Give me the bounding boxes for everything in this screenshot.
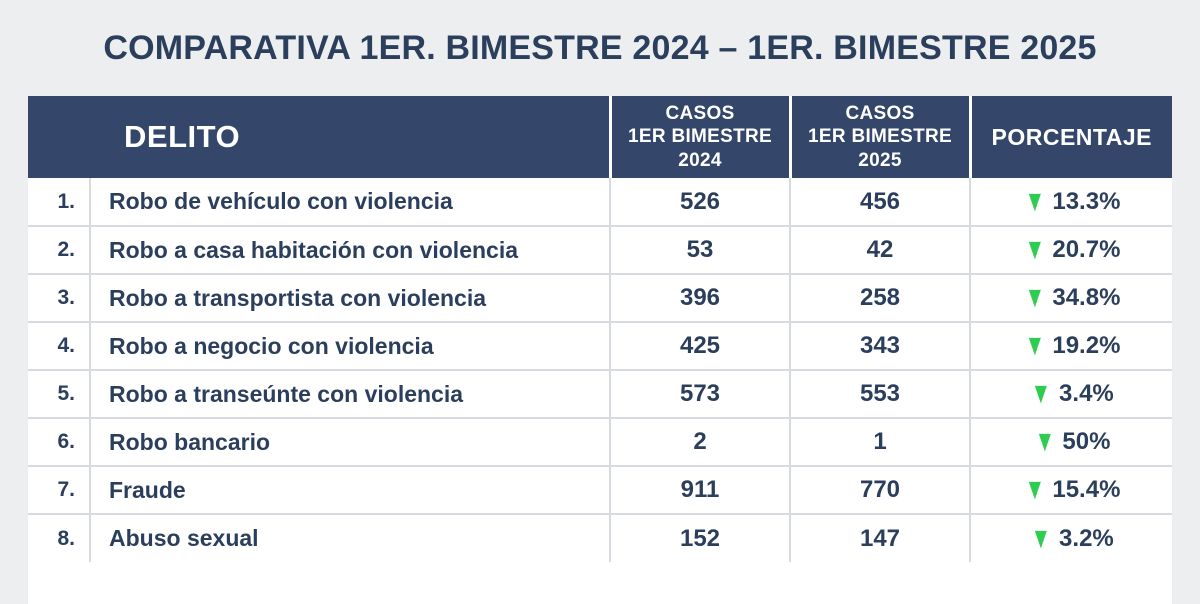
row-porcentaje-value: 19.2%	[1052, 332, 1121, 359]
down-arrow-icon: ▼	[1024, 328, 1045, 363]
row-casos-2025: 343	[790, 322, 970, 370]
row-delito: Robo bancario	[90, 418, 610, 466]
row-index: 8.	[28, 514, 90, 562]
row-porcentaje	[970, 226, 1172, 274]
row-casos-2024: 911	[610, 466, 790, 514]
row-porcentaje	[970, 322, 1172, 370]
column-header-casos-2024	[610, 96, 790, 178]
row-porcentaje-value: 15.4%	[1052, 476, 1121, 503]
down-arrow-icon: ▼	[1031, 521, 1052, 555]
row-casos-2025: 258	[790, 274, 970, 322]
row-casos-2024: 53	[610, 226, 790, 274]
row-casos-2024: 152	[610, 514, 790, 562]
down-arrow-icon: ▼	[1024, 280, 1045, 315]
column-header-delito: DELITO	[28, 96, 610, 178]
table-row	[28, 466, 1172, 514]
row-delito: Robo a transeúnte con violencia	[90, 370, 610, 418]
down-arrow-icon: ▼	[1031, 376, 1052, 411]
title-bar	[0, 0, 1200, 96]
casos-2024-line1: CASOS	[665, 102, 735, 124]
row-casos-2025: 1	[790, 418, 970, 466]
row-casos-2024: 526	[610, 178, 790, 226]
header-row	[28, 96, 1172, 178]
row-delito: Fraude	[90, 466, 610, 514]
table-row	[28, 514, 1172, 562]
row-delito: Robo a transportista con violencia	[90, 274, 610, 322]
row-index: 5.	[28, 370, 90, 418]
row-porcentaje-value: 50%	[1062, 428, 1111, 455]
row-porcentaje-value: 13.3%	[1052, 187, 1121, 215]
comparison-table-wrapper	[28, 96, 1172, 604]
row-casos-2024: 2	[610, 418, 790, 466]
casos-2024-line3: 2024	[678, 149, 722, 171]
column-header-casos-2025	[790, 96, 970, 178]
row-casos-2025: 456	[790, 178, 970, 226]
row-porcentaje	[970, 466, 1172, 514]
row-casos-2024: 396	[610, 274, 790, 322]
row-delito: Abuso sexual	[90, 514, 610, 562]
table-body	[28, 178, 1172, 562]
down-arrow-icon: ▼	[1034, 424, 1055, 459]
row-index: 6.	[28, 418, 90, 466]
table-row	[28, 178, 1172, 226]
row-casos-2024: 425	[610, 322, 790, 370]
page-title: COMPARATIVA 1ER. BIMESTRE 2024 – 1ER. BIMESTRE 2025	[103, 28, 1097, 67]
down-arrow-icon: ▼	[1024, 232, 1045, 267]
row-index: 7.	[28, 466, 90, 514]
casos-2024-line2: 1ER BIMESTRE	[628, 126, 773, 148]
row-porcentaje	[970, 178, 1172, 226]
row-index: 1.	[28, 178, 90, 226]
row-porcentaje	[970, 418, 1172, 466]
row-index: 3.	[28, 274, 90, 322]
row-delito: Robo a negocio con violencia	[90, 322, 610, 370]
comparison-table	[28, 96, 1172, 562]
row-index: 4.	[28, 322, 90, 370]
table-row	[28, 274, 1172, 322]
row-casos-2025: 553	[790, 370, 970, 418]
row-porcentaje-value: 3.2%	[1059, 524, 1114, 552]
casos-2025-line2: 1ER BIMESTRE	[808, 126, 953, 148]
table-row	[28, 322, 1172, 370]
casos-2025-line1: CASOS	[845, 102, 915, 124]
row-porcentaje-value: 3.4%	[1059, 380, 1114, 407]
row-porcentaje	[970, 274, 1172, 322]
row-porcentaje-value: 34.8%	[1052, 284, 1121, 311]
row-casos-2025: 147	[790, 514, 970, 562]
row-delito: Robo a casa habitación con violencia	[90, 226, 610, 274]
row-porcentaje	[970, 514, 1172, 562]
row-porcentaje-value: 20.7%	[1052, 236, 1121, 263]
row-casos-2025: 42	[790, 226, 970, 274]
table-row	[28, 418, 1172, 466]
table-row	[28, 370, 1172, 418]
table-row	[28, 226, 1172, 274]
row-casos-2024: 573	[610, 370, 790, 418]
row-index: 2.	[28, 226, 90, 274]
row-porcentaje	[970, 370, 1172, 418]
row-casos-2025: 770	[790, 466, 970, 514]
column-header-porcentaje: PORCENTAJE	[970, 96, 1172, 178]
down-arrow-icon: ▼	[1024, 184, 1045, 218]
casos-2025-line3: 2025	[858, 149, 902, 171]
table-header	[28, 96, 1172, 178]
row-delito: Robo de vehículo con violencia	[90, 178, 610, 226]
down-arrow-icon: ▼	[1024, 472, 1045, 507]
